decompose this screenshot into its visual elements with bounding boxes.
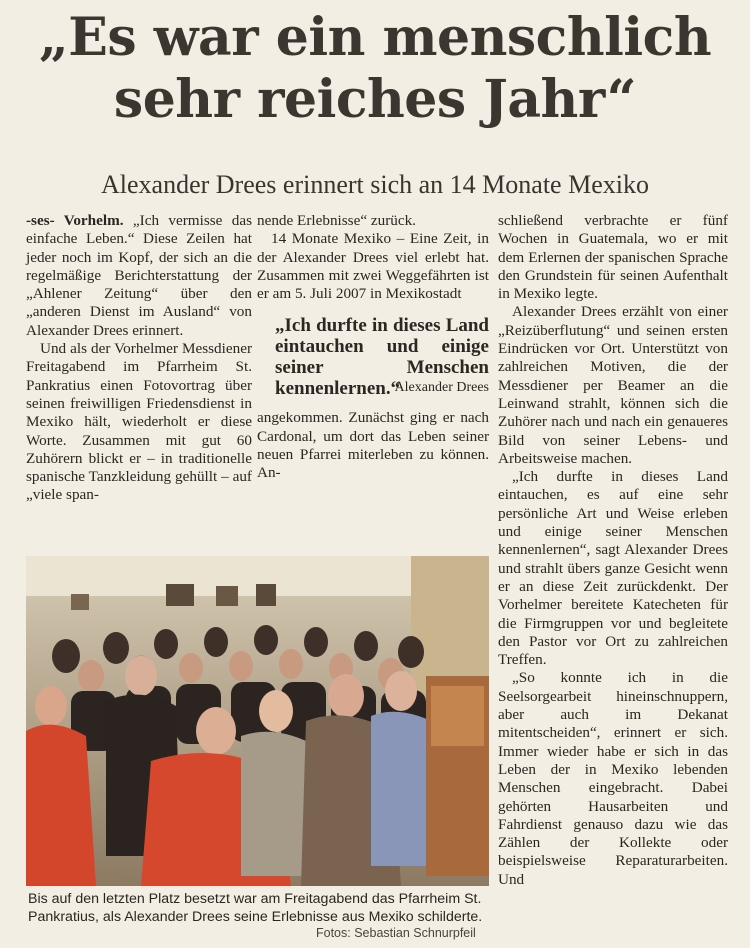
paragraph-text: „Ich vermisse das einfache Leben.“ Diese Zeilen hat jeder noch im Kopf, der sich an die regelmäßige Berichterstattung der „Ahlener Zeitung“ über den „anderen Dienst im Ausland“ von Alexander Drees erinnert. — [26, 212, 252, 339]
pull-quote-text: „Ich durfte in dieses Land eintauchen und einige seiner Menschen kennenlernen.“ — [275, 315, 489, 400]
text-column-2 — [257, 212, 489, 483]
photo-credit: Fotos: Sebastian Schnurpfeil — [316, 926, 476, 940]
audience-photo — [26, 556, 489, 886]
pull-quote-author: Alexander Drees — [394, 380, 489, 396]
paragraph: Alexander Drees erzählt von einer „Reizüberflutung“ und seinen ersten Eindrücken vor Ort. Unterstützt von zahlreichen Motiven, die der Messdiener per Beamer an die Leinwand strahlt, können sich die Zuhörer nach und nach ein genaueres Bild von seiner Lebens- und Arbeitsweise machen. — [498, 303, 728, 467]
paragraph: schließend verbrachte er fünf Wochen in Guatemala, wo er mit dem Erlernen der spanischen Sprache den Grundstein für seinen Aufenthalt in Mexiko legte. — [498, 212, 728, 303]
text-column-1 — [26, 212, 252, 505]
photo-illustration — [26, 556, 489, 886]
article-headline — [0, 8, 750, 130]
text-column-3 — [498, 212, 728, 942]
paragraph: „So konnte ich in die Seelsorgearbeit hineinschnuppern, aber auch im Dekanat mitentscheiden“, erinnert er sich. Immer wieder habe er sich in das Leben der in Mexiko lebenden Menschen eingebracht. Dabei gehörten Hausarbeiten und Fahrdienst genauso dazu wie das Zählen der Kollekte oder beispielsweise Reparaturarbeiten. Und — [498, 669, 728, 888]
dateline: -ses- Vorhelm. — [26, 212, 124, 229]
paragraph: angekommen. Zunächst ging er nach Cardonal, um dort das Leben seiner neuen Pfarrei miterleben zu können. An- — [257, 409, 489, 482]
photo-caption: Bis auf den letzten Platz besetzt war am Freitagabend das Pfarrheim St. Pankratius, als Alexander Drees seine Erlebnisse aus Mexiko schilderte. — [28, 891, 483, 925]
paragraph: „Ich durfte in dieses Land eintauchen, es auf eine sehr persönliche Art und Weise erleben und einige seiner Menschen kennenlernen“, sagt Alexander Drees und strahlt übers ganze Gesicht wenn er an diese Zeit zurückdenkt. Der Vorhelmer bereitete Katecheten für die Firmgruppen vor und begleitete den Pastor vor Ort zu zahlreichen Treffen. — [498, 468, 728, 669]
pull-quote — [257, 315, 489, 399]
headline-line-1: „Es war ein menschlich — [38, 7, 712, 68]
paragraph — [26, 212, 252, 340]
headline-line-2: sehr reiches Jahr“ — [113, 69, 637, 130]
paragraph: nende Erlebnisse“ zurück. — [257, 212, 416, 229]
paragraph: 14 Monate Mexiko – Eine Zeit, in der Alexander Drees viel erlebt hat. Zusammen mit zwei Weggefährten ist er am 5. Juli 2007 in Mexikostadt — [257, 230, 489, 303]
article-subheadline: Alexander Drees erinnert sich an 14 Monate Mexiko — [101, 170, 649, 199]
paragraph: Und als der Vorhelmer Messdiener Freitagabend im Pfarrheim St. Pankratius einen Fotovortrag über seinen freiwilligen Friedensdienst in Mexiko hält, wiederholt er diese Worte. Zusammen mit gut 60 Zuhörern blickt er – in traditionelle spanische Tanzkleidung gehüllt – auf „viele span- — [26, 340, 252, 504]
